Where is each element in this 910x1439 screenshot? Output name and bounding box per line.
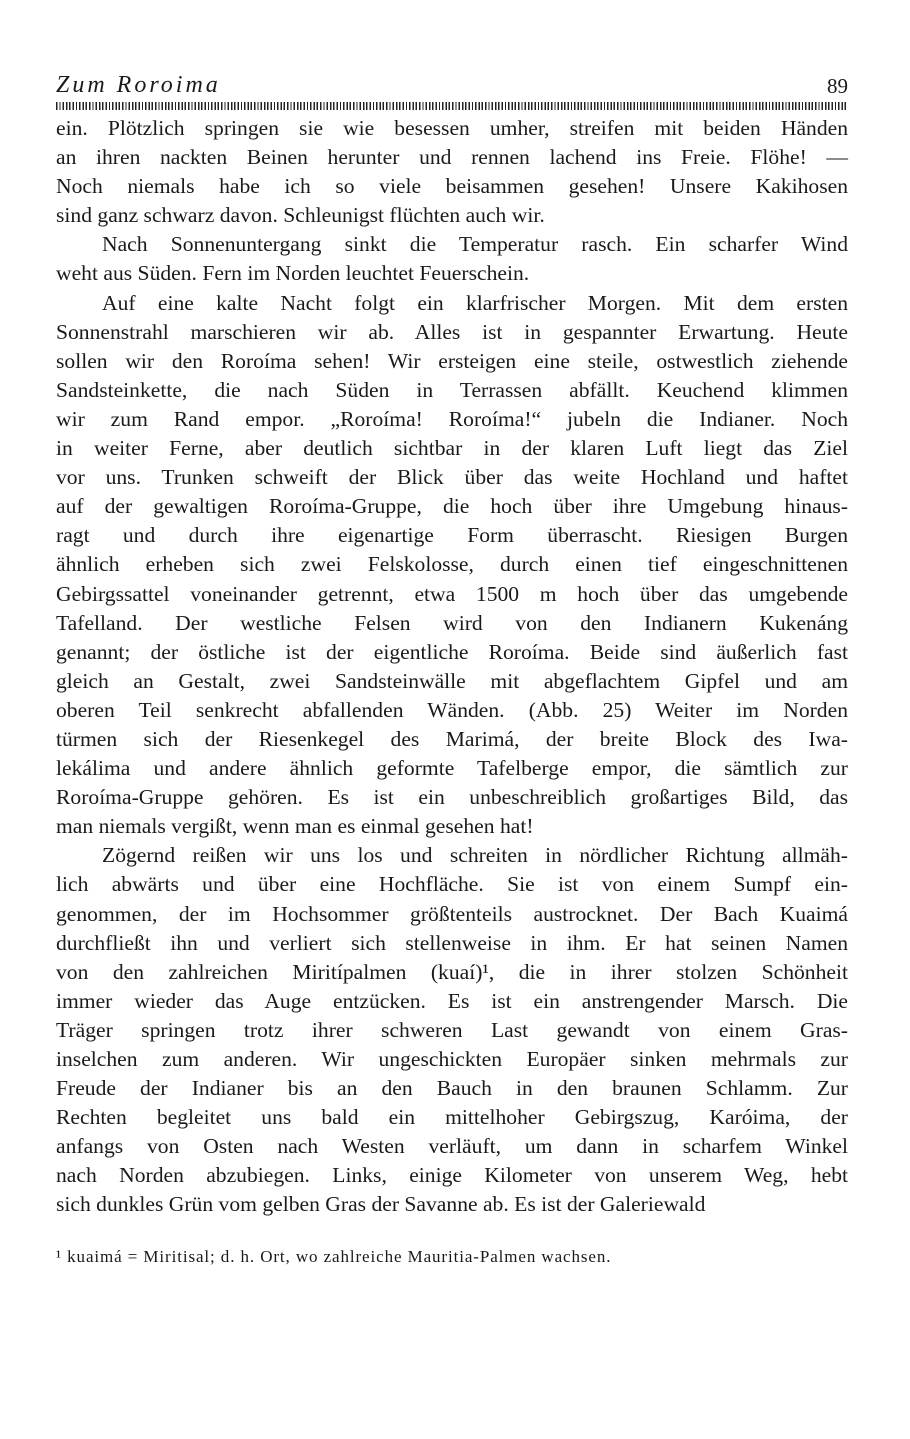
text-line: Rechten begleitet uns bald ein mittelhoher Gebirgszug, Karóima, der [56,1105,848,1130]
footnote: ¹ kuaimá = Miritisal; d. h. Ort, wo zahlreiche Mauritia-Palmen wachsen. [56,1247,612,1266]
text-line: Freude der Indianer bis an den Bauch in den braunen Schlamm. Zur [56,1076,848,1101]
text-line: sollen wir den Roroíma sehen! Wir ersteigen eine steile, ostwestlich ziehende [56,348,848,373]
text-line: lekálima und andere ähnlich geformte Tafelberge empor, die sämtlich zur [56,756,848,781]
text-line: Roroíma-Gruppe gehören. Es ist ein unbeschreiblich großartiges Bild, das [56,785,848,810]
text-line: Sonnenstrahl marschieren wir ab. Alles ist in gespannter Erwartung. Heute [56,319,848,344]
text-line: Zögernd reißen wir uns los und schreiten in nördlicher Richtung allmäh- [102,843,848,868]
text-line: anfangs von Osten nach Westen verläuft, um dann in scharfem Winkel [56,1134,848,1159]
paragraph [56,841,848,1219]
text-line: ähnlich erheben sich zwei Felskolosse, durch einen tief eingeschnittenen [56,552,848,577]
text-line: nach Norden abzubiegen. Links, einige Kilometer von unserem Weg, hebt [56,1163,848,1188]
text-line: Sandsteinkette, die nach Süden in Terrassen abfällt. Keuchend klimmen [56,377,848,402]
running-head-title: Zum Roroima [56,72,221,98]
text-line: Nach Sonnenuntergang sinkt die Temperatur rasch. Ein scharfer Wind [102,232,848,257]
header-rule [56,102,848,110]
text-line: genannt; der östliche ist der eigentliche Roroíma. Beide sind äußerlich fast [56,639,848,664]
text-line: an ihren nackten Beinen herunter und rennen lachend ins Freie. Flöhe! — [56,145,848,170]
paragraph [56,289,848,842]
text-line: inselchen zum anderen. Wir ungeschickten Europäer sinken mehrmals zur [56,1047,848,1071]
text-line: weht aus Süden. Fern im Norden leuchtet Feuerschein. [56,261,530,286]
text-line: Noch niemals habe ich so viele beisammen gesehen! Unsere Kakihosen [56,174,848,199]
text-line: auf der gewaltigen Roroíma-Gruppe, die hoch über ihre Umgebung hinaus- [56,494,848,519]
text-line: in weiter Ferne, aber deutlich sichtbar in der klaren Luft liegt das Ziel [56,436,848,461]
text-line: Träger springen trotz ihrer schweren Last gewandt von einem Gras- [56,1017,848,1042]
text-line: genommen, der im Hochsommer größtenteils austrocknet. Der Bach Kuaimá [56,901,848,926]
text-line: ein. Plötzlich springen sie wie besessen umher, streifen mit beiden Händen [56,116,848,140]
text-line: von den zahlreichen Miritípalmen (kuaí)¹, die in ihrer stolzen Schönheit [56,959,848,984]
paragraph [56,230,848,288]
text-line: immer wieder das Auge entzücken. Es ist ein anstrengender Marsch. Die [56,988,848,1013]
text-line: oberen Teil senkrecht abfallenden Wänden. (Abb. 25) Weiter im Norden [56,697,848,722]
text-line: türmen sich der Riesenkegel des Marimá, der breite Block des Iwa- [56,726,848,751]
text-line: vor uns. Trunken schweift der Blick über das weite Hochland und haftet [56,465,848,490]
text-line: Tafelland. Der westliche Felsen wird von den Indianern Kukenáng [56,610,848,635]
page-number: 89 [827,74,848,98]
text-line: sind ganz schwarz davon. Schleunigst flüchten auch wir. [56,203,545,228]
text-line: durchfließt ihn und verliert sich stellenweise in ihm. Er hat seinen Namen [56,930,848,955]
body-text [56,114,848,1220]
text-line: gleich an Gestalt, zwei Sandsteinwälle mit abgeflachtem Gipfel und am [56,668,848,693]
paragraph [56,114,848,230]
running-head [56,72,848,102]
text-line: sich dunkles Grün vom gelben Gras der Savanne ab. Es ist der Galeriewald [56,1192,706,1217]
text-line: man niemals vergißt, wenn man es einmal gesehen hat! [56,814,534,839]
text-line: Gebirgssattel voneinander getrennt, etwa 1500 m hoch über das umgebende [56,581,848,606]
text-line: ragt und durch ihre eigenartige Form überrascht. Riesigen Burgen [56,523,848,548]
text-line: wir zum Rand empor. „Roroíma! Roroíma!“ jubeln die Indianer. Noch [56,406,848,431]
text-line: lich abwärts und über eine Hochfläche. Sie ist von einem Sumpf ein- [56,872,848,897]
text-line: Auf eine kalte Nacht folgt ein klarfrischer Morgen. Mit dem ersten [102,290,848,315]
